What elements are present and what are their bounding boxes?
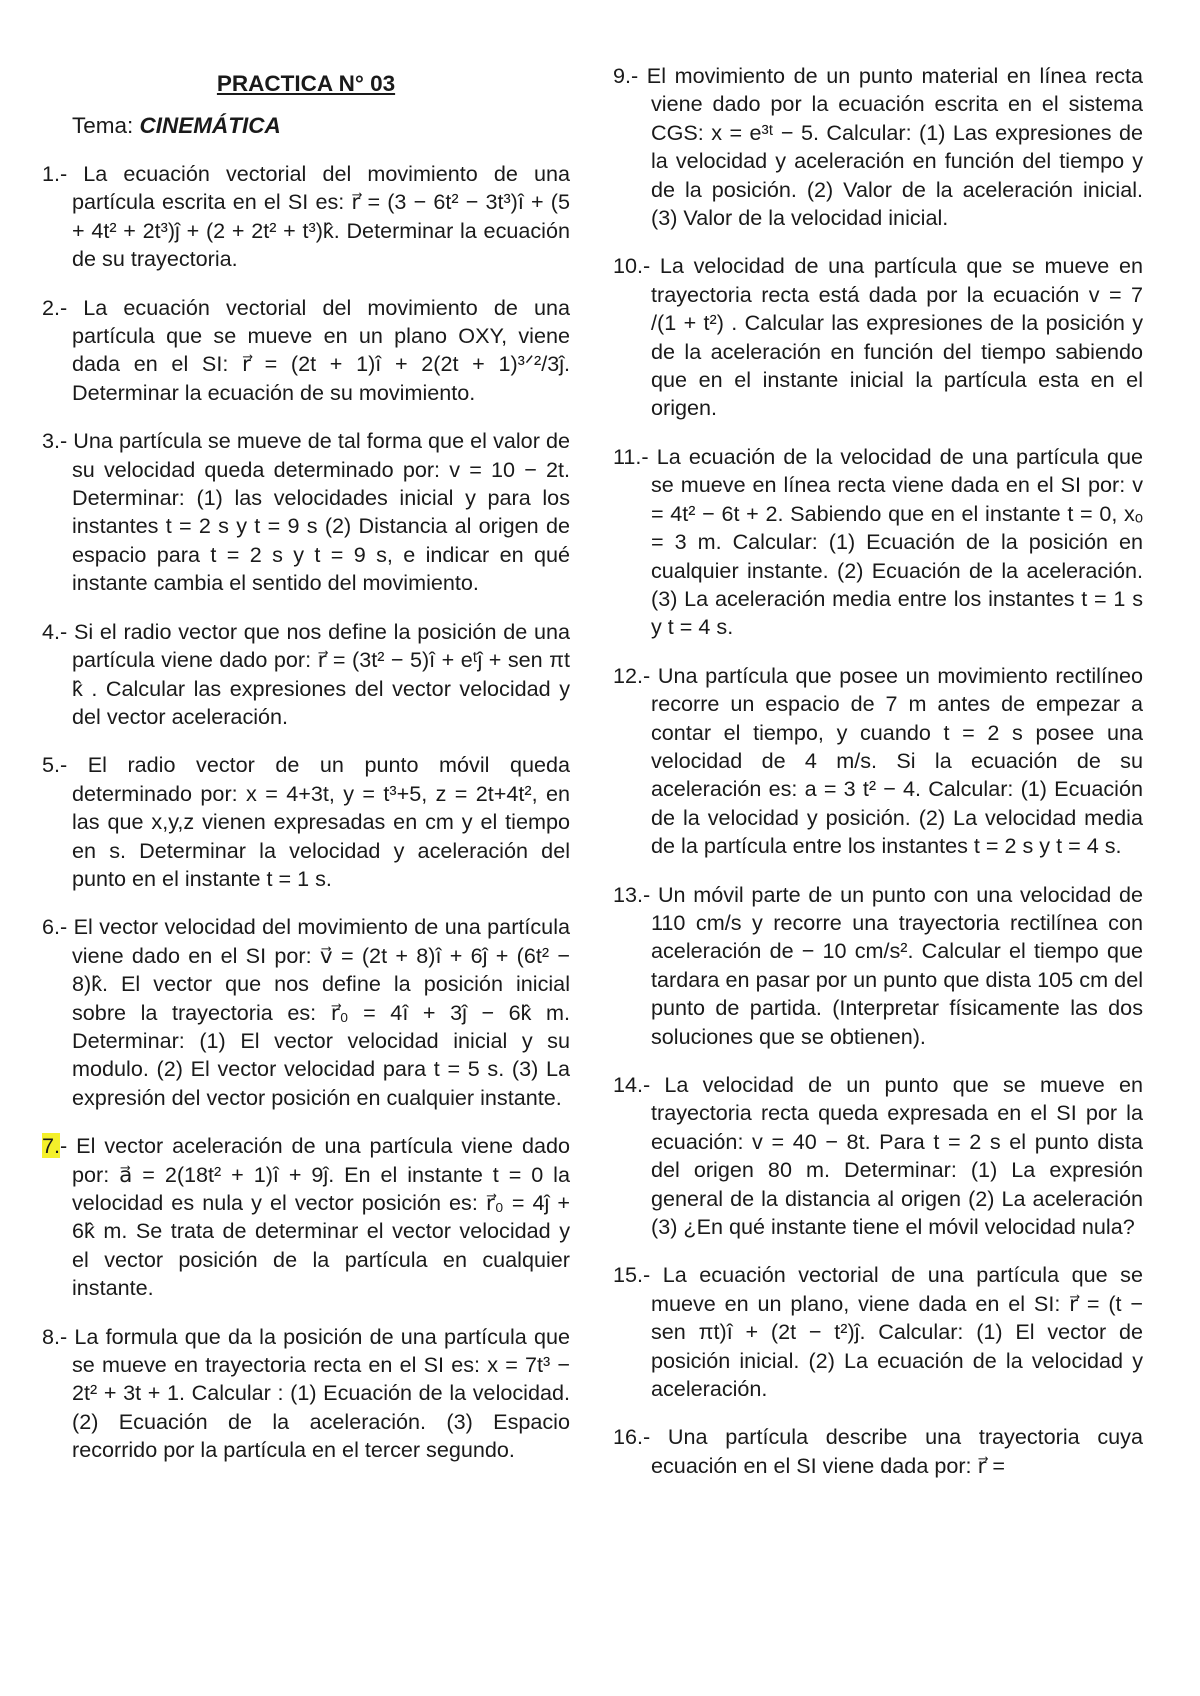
problem-number: 2.: [42, 294, 61, 320]
problem-text: - El vector velocidad del movimiento de una partícula viene dado en el SI por: v⃗ = (2t + 8)î + 6ĵ + (6t² − 8)k̂. El vector que nos define la posición inicial sobre la trayectoria es: r⃗₀ = 4î + 3ĵ − 6k̂ m. Determinar: (1) El vector velocidad inicial y su modulo. (2) El vector velocidad para t = 5 s. (3) La expresión del vector posición en cualquier instante.: [60, 914, 570, 1110]
problem-text: - La ecuación vectorial del movimiento de una partícula escrita en el SI es: r⃗ = (3 − 6t² − 3t³)î + (5 + 4t² + 2t³)ĵ + (2 + 2t² + t³)k̂. Determinar la ecuación de su trayectoria.: [60, 161, 570, 272]
problem-4: [42, 618, 570, 732]
problem-number: 15.: [613, 1262, 644, 1288]
problem-number: 11.: [613, 443, 642, 469]
problem-number: 14.: [613, 1072, 644, 1097]
problem-number: 9.: [613, 63, 632, 88]
problem-text: - La velocidad de un punto que se mueve en trayectoria recta queda expresada en el SI por la ecuación: v = 40 − 8t. Para t = 2 s el punto dista del origen 80 m. Determinar: (1) La expresión general de la distancia al origen (2) La aceleración (3) ¿En qué instante tiene el móvil velocidad nula?: [643, 1072, 1143, 1240]
problem-text: - La formula que da la posición de una partícula que se mueve en trayectoria recta en el SI es: x = 7t³ − 2t² + 3t + 1. Calcular : (1) Ecuación de la velocidad. (2) Ecuación de la aceleración. (3) Espacio recorrido por la partícula en el tercer segundo.: [60, 1323, 570, 1463]
problem-1: [42, 160, 570, 274]
problem-5: [42, 751, 570, 893]
problem-8: [42, 1323, 570, 1465]
problem-text: - Si el radio vector que nos define la posición de una partícula viene dado por: r⃗ = (3t² − 5)î + eᵗĵ + sen πt k̂ . Calcular las expresiones del vector velocidad y del vector aceleración.: [60, 618, 570, 729]
problem-2: [42, 294, 570, 408]
problem-number: 16.: [613, 1424, 644, 1450]
problem-15: [613, 1261, 1143, 1403]
page-title: PRACTICA N° 03: [216, 71, 396, 96]
problem-16: [613, 1423, 1143, 1480]
problem-text: - La ecuación vectorial de una partícula que se mueve en un plano, viene dada en el SI: r⃗ = (t − sen πt)î + (2t − t²)ĵ. Calcular: (1) El vector de posición inicial. (2) La ecuación de la velocidad y aceleración.: [643, 1262, 1143, 1402]
problem-7: [42, 1132, 570, 1302]
problem-13: [613, 881, 1143, 1051]
problem-number: 6.: [42, 914, 61, 940]
problem-number: 5.: [42, 752, 61, 778]
problem-text: - Una partícula se mueve de tal forma que el valor de su velocidad queda determinado por: v = 10 − 2t. Determinar: (1) las velocidades inicial y para los instantes t = 2 s y t = 9 s (2) Distancia al origen de espacio para t = 2 s y t = 9 s, e indicar en qué instante cambia el sentido del movimiento.: [60, 428, 570, 596]
topic-line: [72, 112, 570, 140]
problem-number: 8.: [42, 1323, 61, 1349]
problem-text: - Un móvil parte de un punto con una velocidad de 110 cm/s y recorre una trayectoria rectilínea con aceleración de − 10 cm/s². Calcular el tiempo que tardara en pasar por un punto que dista 105 cm del punto de partida. (Interpretar físicamente las dos soluciones que se obtienen).: [643, 881, 1143, 1049]
problem-number: 12.: [613, 662, 644, 688]
problem-6: [42, 913, 570, 1112]
problem-text: - El movimiento de un punto material en línea recta viene dado por la ecuación escrita en el sistema CGS: x = e³ᵗ − 5. Calcular: (1) Las expresiones de la velocidad y aceleración en función del tiempo y de la posición. (2) Valor de la aceleración inicial. (3) Valor de la velocidad inicial.: [631, 63, 1143, 231]
problem-number: 3.: [42, 428, 61, 454]
problem-text: - Una partícula que posee un movimiento rectilíneo recorre un espacio de 7 m antes de empezar a contar el tiempo, y cuando t = 2 s posee una velocidad de 4 m/s. Si la ecuación de su aceleración es: a = 3 t² − 4. Calcular: (1) Ecuación de la velocidad y posición. (2) La velocidad media de la partícula entre los instantes t = 2 s y t = 4 s.: [643, 662, 1143, 859]
problem-text: - El radio vector de un punto móvil queda determinado por: x = 4+3t, y = t³+5, z = 2t+4t², en las que x,y,z vienen expresadas en cm y el tiempo en s. Determinar la velocidad y aceleración del punto en el instante t = 1 s.: [60, 752, 570, 891]
problem-9: [613, 62, 1143, 232]
problem-14: [613, 1071, 1143, 1241]
problem-number: 10.: [613, 253, 644, 279]
topic-value: CINEMÁTICA: [139, 113, 281, 138]
problem-11: [613, 443, 1143, 642]
problem-text: - La velocidad de una partícula que se mueve en trayectoria recta está dada por la ecuación v = 7 /(1 + t²) . Calcular las expresiones de la posición y de la aceleración en función del tiempo sabiendo que en el instante inicial la partícula esta en el origen.: [643, 253, 1143, 421]
problem-3: [42, 427, 570, 597]
highlighted-problem-number: 7.: [42, 1133, 61, 1159]
problem-text: - La ecuación de la velocidad de una partícula que se mueve en línea recta viene dada en el SI por: v = 4t² − 6t + 2. Sabiendo que en el instante t = 0, xₒ = 3 m. Calcular: (1) Ecuación de la posición en cualquier instante. (2) Ecuación de la aceleración. (3) La aceleración media entre los instantes t = 1 s y t = 4 s.: [641, 443, 1143, 640]
problem-text: - La ecuación vectorial del movimiento de una partícula que se mueve en un plano OXY, viene dada en el SI: r⃗ = (2t + 1)î + 2(2t + 1)³ᐟ²/3ĵ. Determinar la ecuación de su movimiento.: [60, 294, 570, 405]
problem-number: 1.: [42, 161, 61, 186]
problem-text: - El vector aceleración de una partícula viene dado por: a⃗ = 2(18t² + 1)î + 9ĵ. En el instante t = 0 la velocidad es nula y el vector posición es: r⃗₀ = 4ĵ + 6k̂ m. Se trata de determinar el vector velocidad y el vector posición de la partícula en cualquier instante.: [60, 1133, 570, 1301]
problem-number: 13.: [613, 881, 644, 907]
problem-number: 4.: [42, 618, 61, 644]
topic-label: Tema:: [72, 113, 140, 138]
problem-text: - Una partícula describe una trayectoria cuya ecuación en el SI viene dada por: r⃗ =: [643, 1424, 1143, 1478]
right-column: [613, 62, 1143, 1500]
problem-10: [613, 252, 1143, 422]
problem-12: [613, 662, 1143, 861]
left-column: [42, 62, 570, 1485]
